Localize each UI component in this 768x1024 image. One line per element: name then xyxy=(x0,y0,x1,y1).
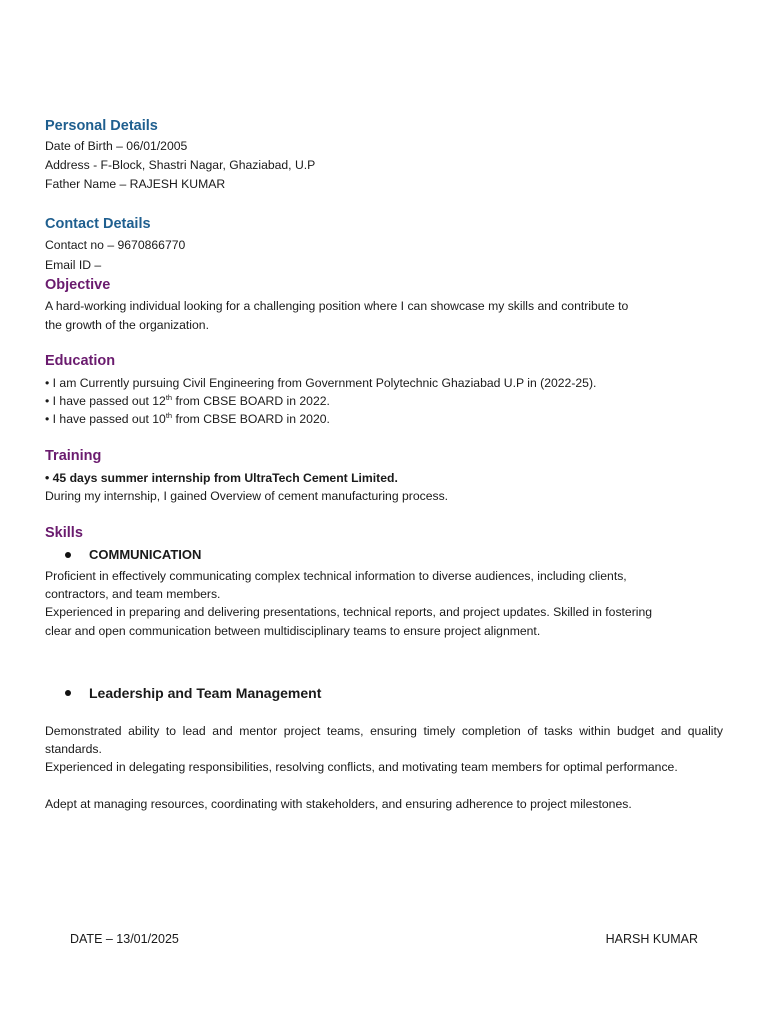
training-heading: Training xyxy=(45,448,102,464)
training-description: During my internship, I gained Overview of cement manufacturing process. xyxy=(45,489,449,503)
address: Address - F-Block, Shastri Nagar, Ghaziabad, U.P xyxy=(45,158,316,172)
communication-line-2: contractors, and team members. xyxy=(45,587,221,601)
communication-line-4: clear and open communication between multidisciplinary teams to ensure project alignment. xyxy=(45,624,541,638)
objective-text-line-1: A hard-working individual looking for a challenging position where I can showcase my skills and contribute to xyxy=(45,299,629,313)
communication-line-3: Experienced in preparing and delivering presentations, technical reports, and project updates. Skilled in fostering xyxy=(45,605,653,619)
footer-date: DATE – 13/01/2025 xyxy=(70,932,179,946)
education-item-3: • I have passed out 10th from CBSE BOARD in 2020. xyxy=(45,410,330,426)
leadership-paragraph-3: Adept at managing resources, coordinating with stakeholders, and ensuring adherence to project milestones. xyxy=(45,797,632,811)
bullet-icon xyxy=(65,552,71,558)
bullet-icon xyxy=(65,690,71,696)
email-id: Email ID – xyxy=(45,258,102,272)
father-name: Father Name – RAJESH KUMAR xyxy=(45,177,226,191)
education-item-1: • I am Currently pursuing Civil Engineering from Government Polytechnic Ghaziabad U.P in (2022-25). xyxy=(45,376,597,390)
contact-details-heading: Contact Details xyxy=(45,216,151,232)
training-item: • 45 days summer internship from UltraTech Cement Limited. xyxy=(45,471,398,485)
date-of-birth: Date of Birth – 06/01/2005 xyxy=(45,139,188,153)
communication-line-1: Proficient in effectively communicating complex technical information to diverse audiences, including clients, xyxy=(45,569,627,583)
objective-heading: Objective xyxy=(45,277,111,293)
education-heading: Education xyxy=(45,353,116,369)
footer-signature-name: HARSH KUMAR xyxy=(605,932,698,946)
skills-heading: Skills xyxy=(45,525,83,541)
contact-number: Contact no – 9670866770 xyxy=(45,238,186,252)
leadership-paragraph-1: Demonstrated ability to lead and mentor project teams, ensuring timely completion of tasks within budget and quality standards. xyxy=(45,724,723,756)
leadership-paragraph-2: Experienced in delegating responsibilities, resolving conflicts, and motivating team members for optimal performance. xyxy=(45,760,678,774)
skill-communication-title: COMMUNICATION xyxy=(65,547,201,562)
objective-text-line-2: the growth of the organization. xyxy=(45,318,209,332)
education-item-2: • I have passed out 12th from CBSE BOARD in 2022. xyxy=(45,392,330,408)
personal-details-heading: Personal Details xyxy=(45,118,158,134)
skill-leadership-title: Leadership and Team Management xyxy=(65,685,321,701)
